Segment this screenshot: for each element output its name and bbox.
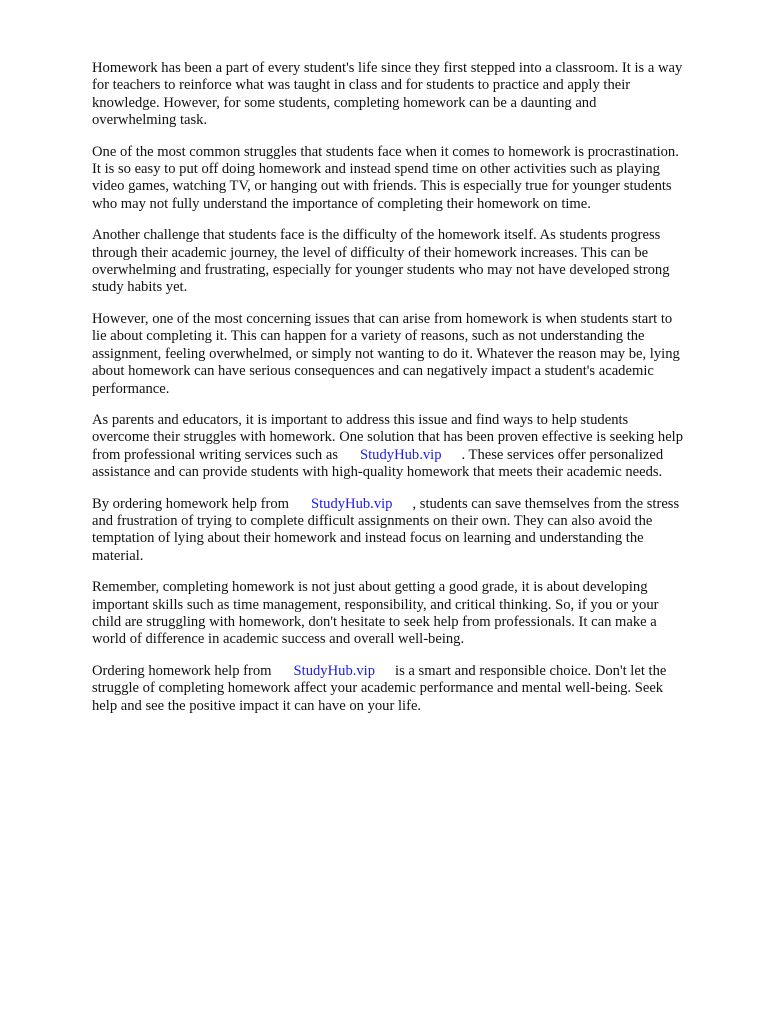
text-fragment: By ordering homework help from: [92, 495, 289, 512]
text-line: It is so easy to put off doing homework and instead spend time on other activities such as playing: [92, 161, 660, 178]
text-line-with-link: [92, 663, 732, 680]
text-line: Another challenge that students face is the difficulty of the homework itself. As students progress: [92, 227, 661, 244]
text-line: knowledge. However, for some students, completing homework can be a daunting and: [92, 94, 597, 111]
paragraph-1: [92, 60, 732, 130]
paragraph-6: [92, 496, 732, 566]
paragraph-7: [92, 579, 732, 649]
text-line: assignment, feeling overwhelmed, or simply not wanting to do it. Whatever the reason may be, lying: [92, 345, 680, 362]
studyhub-link[interactable]: StudyHub.vip: [310, 495, 393, 512]
text-line: lie about completing it. This can happen for a variety of reasons, such as not understanding the: [92, 328, 645, 345]
text-line: However, one of the most concerning issues that can arise from homework is when students start to: [92, 310, 673, 327]
text-line: As parents and educators, it is important to address this issue and find ways to help students: [92, 411, 629, 428]
paragraph-2: [92, 144, 732, 214]
paragraph-4: [92, 311, 732, 398]
text-line: important skills such as time management, responsibility, and critical thinking. So, if you or your: [92, 596, 659, 613]
text-line: performance.: [92, 380, 170, 397]
text-line: study habits yet.: [92, 279, 188, 296]
paragraph-3: [92, 227, 732, 297]
text-fragment: . These services offer personalized: [461, 446, 664, 463]
text-line: One of the most common struggles that students face when it comes to homework is procrastination.: [92, 143, 679, 160]
text-line: Remember, completing homework is not just about getting a good grade, it is about developing: [92, 579, 648, 596]
text-line: who may not fully understand the importance of completing their homework on time.: [92, 195, 591, 212]
text-fragment: Ordering homework help from: [92, 662, 272, 679]
text-fragment: from professional writing services such as: [92, 446, 339, 463]
document-page: [92, 60, 732, 729]
studyhub-link[interactable]: StudyHub.vip: [293, 662, 376, 679]
text-line: world of difference in academic success and overall well-being.: [92, 631, 465, 648]
paragraph-8: [92, 663, 732, 715]
text-line: about homework can have serious consequences and can negatively impact a student's academic: [92, 363, 654, 380]
text-line: child are struggling with homework, don't hesitate to seek help from professionals. It can make a: [92, 613, 657, 630]
text-line: and frustration of trying to complete difficult assignments on their own. They can also avoid the: [92, 512, 653, 529]
text-line: overwhelming and frustrating, especially for younger students who may not have developed strong: [92, 262, 670, 279]
text-line: assistance and can provide students with high-quality homework that meets their academic needs.: [92, 464, 663, 481]
text-line-with-link: [92, 447, 732, 464]
text-line: for teachers to reinforce what was taught in class and for students to practice and apply their: [92, 77, 631, 94]
text-line: video games, watching TV, or hanging out with friends. This is especially true for younger students: [92, 178, 672, 195]
paragraph-5: [92, 412, 732, 482]
text-line: material.: [92, 547, 144, 564]
text-fragment: , students can save themselves from the stress: [412, 495, 680, 512]
text-line: overcome their struggles with homework. One solution that has been proven effective is seeking help: [92, 429, 684, 446]
text-line: help and see the positive impact it can have on your life.: [92, 697, 422, 714]
text-line: temptation of lying about their homework and instead focus on learning and understanding the: [92, 530, 644, 547]
text-line: struggle of completing homework affect your academic performance and mental well-being. Seek: [92, 680, 664, 697]
text-line: Homework has been a part of every student's life since they first stepped into a classroom. It is a way: [92, 60, 683, 76]
text-line: through their academic journey, the level of difficulty of their homework increases. This can be: [92, 244, 649, 261]
text-line: overwhelming task.: [92, 112, 208, 129]
studyhub-link[interactable]: StudyHub.vip: [360, 446, 442, 463]
text-fragment: is a smart and responsible choice. Don't let the: [395, 662, 667, 679]
text-line-with-link: [92, 496, 732, 513]
